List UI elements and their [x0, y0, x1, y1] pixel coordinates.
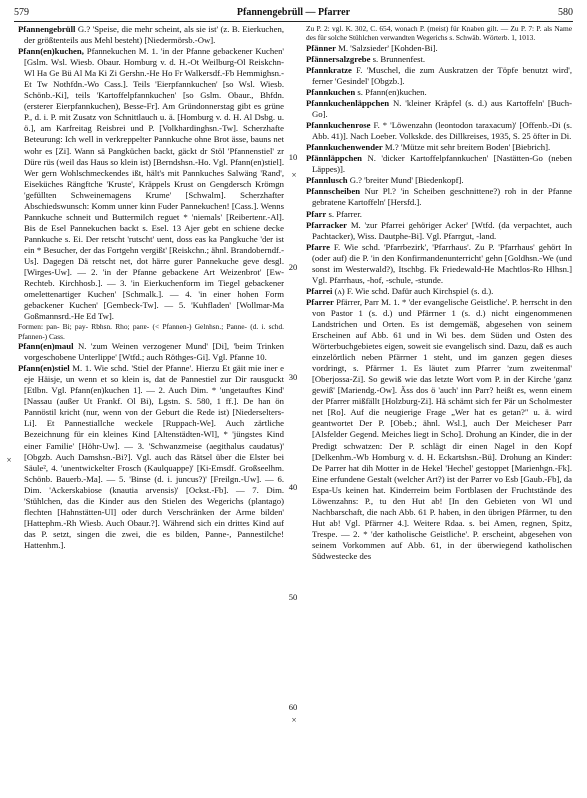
- entry-pfannlusch: Pfannlusch G.? 'breiter Mund' [Biedenkopf].: [306, 175, 464, 186]
- line-number: 30: [288, 372, 298, 382]
- entry-pfannkuchenwender: Pfannkuchenwender M.? 'Mütze mit sehr breitem Boden' [Biebrich].: [306, 142, 551, 153]
- margin-mark: ×: [6, 455, 12, 465]
- entry-pfarre: Pfarre F. Wie schd. 'Pfarrbezirk', 'Pfarrhaus'. Zu P. 'Pfarrhaus' gehört In (oder auf) die P. 'in den Konfirmandenunterricht' gehn [Goldhsn.-We (und sonst im Westerwald?), Itschbg. Fk Friedewald-He Machtlos-Ro Hlhsn.] Vgl. Pfarrhaus, -hof, -schule, -stunde.: [306, 241, 572, 285]
- margin-mark: ×: [291, 170, 297, 180]
- lemma: Pfarr: [306, 208, 327, 219]
- lemma: Pfarrer: [306, 296, 334, 307]
- entry-pfaennlaeppchen: Pfännläppchen N. 'dicker Kartoffelpfannkuchen' [Nastätten-Go (neben Läppes)].: [306, 153, 572, 175]
- entry-pfannengebruell: Pfannengebrüll G.? 'Speise, die mehr scheint, als sie ist' (z. B. Eierkuchen, der größtenteils aus Mehl besteht) [Niedermörsb.-Ow].: [18, 24, 284, 46]
- lemma: Pfann(en)kuchen,: [18, 46, 84, 57]
- entry-pfannscheiben: Pfannscheiben Nur Pl.? 'in Scheiben geschnittene?) roh in der Pfanne gebratene Kartoffeln' [Hersfd.].: [306, 186, 572, 208]
- entry-pfannkuchen-ref: Pfannkuchen s. Pfann(en)kuchen.: [306, 87, 427, 97]
- entry-pfannmaul: Pfann(en)maul N. 'zum Weinen verzogener Mund' [Di], 'beim Trinken vorgeschobene Unterlippe' [Wtfd.; auch Röthges-Gi]. Vgl. Pfanne 10.: [18, 341, 284, 363]
- line-number: 20: [288, 262, 298, 272]
- entry-pfannkuchenrose: Pfannkuchenrose F. * 'Löwenzahn (leontodon taraxacum)' [Offenb.-Di (s. Abb. 41)]. Nach Loeber. Volkskde. des Dillkreises, 1935, S. 25 öfter in Di.: [306, 120, 572, 142]
- margin-mark: ×: [291, 715, 297, 725]
- page-number-right: 580: [558, 7, 573, 18]
- page-header: [14, 6, 573, 20]
- entry-pfarracker: Pfarracker M. 'zur Pfarrei gehöriger Acker' [Wtfd. (da verpachtet, auch Pachtacker), Wiss. Dautphe-Bi]. Vgl. Pfarrgut, -land.: [306, 219, 572, 241]
- lemma: Pfannscheiben: [306, 186, 361, 197]
- lemma: Pfännläppchen: [306, 153, 363, 164]
- running-title: Pfannengebrüll — Pfarrer: [236, 7, 351, 18]
- lemma: Pfännersalzgrebe: [306, 53, 371, 64]
- lemma: Pfarre: [306, 241, 330, 252]
- entry-pfaenner: Pfänner M. 'Salzsieder' [Kohden-Bi].: [306, 42, 438, 53]
- entry-pfaennersalzgrebe: Pfännersalzgrebe s. Brunnenfest.: [306, 53, 426, 64]
- lemma: Pfannkuchenrose: [306, 120, 371, 131]
- lemma: Pfannlusch: [306, 175, 348, 186]
- lemma: Pfann(en)stiel: [18, 363, 70, 374]
- lemma: Pfannkratze: [306, 64, 352, 75]
- lemma: Pfannkuchenwender: [306, 142, 383, 153]
- page-number-left: 579: [14, 7, 29, 18]
- entry-pfarr: Pfarr s. Pfarrer.: [306, 208, 362, 219]
- line-number: 10: [288, 152, 298, 162]
- left-column: [18, 24, 284, 794]
- entry-pfannkratze: Pfannkratze F. 'Muschel, die zum Auskratzen der Töpfe benutzt wird', ferner 'Gesindel' [Obgzb.].: [306, 64, 572, 86]
- entry-pfannkuchen: Pfann(en)kuchen, Pfannekuchen M. 1. 'in der Pfanne gebackener Kuchen' [Gslm. Wsl. Wiesb. Obaur. Homburg v. d. H.-Ot Weilburg-Ol Reiskchn-Wl Ha Ge Bü Al Ma Ki Zi Gershn.-He Ho Fr Walkersdf.-Fb Hemmighsn.-Et Tw Nothfdn.-Wo Cass.]. Teils 'Eierpfannkuchen' [so Wsl. Wiesb. Schönb.-Ki], teils 'Kartoffelpfannkuchen' [so Gslm. Obaur., Bhfdn. (ersterer Eierpfannkuchen), Besse-Fr]. Am Gründonnerstag gibt es grüne P., d. i. P. mit Zusatz von Schnittlauch u. ä. [Homburg v. d. H. Al Dsbg. u. ö.], am Karfreitag Reisbrei und P. [Volkhardinghsn.-Tw]. Scherzhafte Beteurung: Ich well in verkreppelter Pannkuche ohne Brot ässe, bauns net wohr es [Zi]. Wann sä Pangküchen backt, gäckt dr Stöl 'Pfannenstiel' zr Düre rüs (weil das Haus so klein ist) [Berndshsn.-Ho. Vgl. Pfann(en)stiel]. Wer gern Wohlschmeckendes ißt, hält's mit Pannkuches Salwäng 'Rand', Eiseküches Rängftche 'Kruste', Kräppels Krust on Gengdersch Krömgn 'gefüllten Schweinemagens Krume' [Schwalm]. Scherzhafter Abschiedswunsch: Komm unner kinn Fuder Pannekuchen! [Cass.]. Wenns Pannkuche schneit und Buttermilch reguet * 'niemals' [Reibertenr.-Al]. Bis de Esel Pannekuchen backt s. Esel. 13 Ajer gebt en schiene decke Pannkuche s. Ei. Der retscht 'rutscht' uent, doss eas ka Pangkuche 'der ist ein * Besucher, der das Fortgehn vergißt' [Reiskchn.; ähnl. Brandoberndf.-Us]. Dagegen Dä retscht net, dot härre gurer Pannekuche geve desgl. [Wirges-Uw]. — 2. 'in der Pfanne gebackene Art Weizenbrot' [Ew-Rechteb. Kirchhosb.]. — 3. 'in Eierkuchenform im Tiegel gebackener omelettenartiger Kuchen' [Schmalk.]. — 4. 'in einer hohen Form gebackener Kuchen' [Gembeck-Tw]. — 5. 'Kuhfladen' [Wollmar-Ma Goßmannsrd.-He Ed Tw].: [18, 46, 284, 322]
- entry-pfannkuchenlaeppchen: Pfannkuchenläppchen N. 'kleiner Kräpfel (s. d.) aus Kartoffeln' [Buch-Go].: [306, 98, 572, 120]
- lemma: Pfannengebrüll: [18, 24, 76, 34]
- lemma: Pfarrei: [306, 285, 333, 296]
- lemma: Pfann(en)maul: [18, 341, 74, 352]
- entry-pfarrei: Pfarrei (ʌ) F. Wie schd. Dafür auch Kirchspiel (s. d.).: [306, 285, 494, 296]
- line-number: 50: [288, 592, 298, 602]
- header-rule: [14, 21, 573, 22]
- line-number: 60: [288, 702, 298, 712]
- entry-note: Zu P. 2: vgl. K. 302, C. 654, wonach P. (meist) für Knaben gilt. — Zu P. 7: P. als Name des für solche Stühlchen verwandten Wegerichs s. Schwäb. Wörterb. 1, 1013.: [306, 24, 572, 43]
- lemma: Pfannkuchen: [306, 87, 356, 97]
- entry-pfannstiel: Pfann(en)stiel M. 1. Wie schd. 'Stiel der Pfanne'. Hierzu Et gäit mie iner e eje Häisje, un wenn et so klein is, dat de Pannestiel zur Dir rausguckt [Etlbn. Vgl. Pfann(en)kuchen 1]. — 2. Auch Dim. * 'ungetauftes Kind' [Nassau (außer Ut Frankf. Ol Bi), Lgstn. S. 580, 1 ff.]. De han ön Pannöstil kricht (nur, wenn von der Geburt die Rede ist) [Niederselters-Li]. Et Pannestiallche weckele [Ruppach-We]. Auch zärtliche Bezeichnung für ein kleines Kind [Altenstädten-Wl], * 'jüngstes Kind einer Familie' [Höhr-Uw]. — 3. 'Schwanzmeise (aegithalus caudatus)' [Obgzb. Auch Damshsn.-Bi?]. Vgl. auch das Rätsel über die Elster bei Säule², 4. 'unentwickelter Frosch (Kaulquappe)' [Ki-Emsdf. Großseelhm. Schönb. Bauerb.-Ma]. — 5. 'Binse (d. i. juncus?)' [Freilgn.-Uw]. — 6. Dim. 'Ackerskabiose (knautia arvensis)' [Ockst.-Fb]. — 7. Dim. 'Stühlchen, das die Kinder aus den Stielen des Wegerichs (plantago) flechten [Hahnstätten-Ul] oder durch Verschränken der Arme bilden' [Hattephm.-Rh Wiesb. Auch Obaur.?]. Während sich ein drittes Kind auf das P. setzt, singen die zwei, die es bilden, Panne-, Pannestilche! Hattenhm.].: [18, 363, 284, 550]
- entry-forms-note: Formen: pan- Bi; pay- Rbhsn. Rho; panɐ- (< Pfannen-) Gelnhsn.; Panne- (d. i. schd. Pfannen-) Cass.: [18, 322, 284, 341]
- lemma: Pfarracker: [306, 219, 347, 230]
- line-number: 40: [288, 482, 298, 492]
- lemma: Pfänner: [306, 42, 336, 53]
- right-column: [306, 24, 572, 794]
- entry-pfarrer: Pfarrer Pfärrer, Parr M. 1. * 'der evangelische Geistliche'. P. herrscht in den von Pastor 1 (s. d.) und Pfärrner 1 (s. d.) nicht eingenommenen Landstrichen und Orten. Es ist demgemäß, abgesehen von seinem Erscheinen auf Abb. 61 und in Wi bes. dem Süden und Osten des Wörterbuchgebietes eigen, soweit sie evangelisch sind. Dazu, daß es auch einzelörtlich neben Pfärrner 1 steht, und im ganzen gegen dieses vordringt, s. Pfärrner 1. Es läutet zum Pfarrer 'zum zweitenmal' [Oberjossa-Zi]. So gewiß wie das letzte Wort vom P. in der Kirche 'ganz gewiß' [Mariendg.-Ow]. Äss dos ö 'auch' inn Parr? heißt es, wenn einem der Pfarrer mißfällt [Holzburg-Zi]. Hä schämt sich fer Pär un Scholmester net [Ro]. Auf die neugierige Frage „Wer hat es getan?" u. ä. wird geantwortet Der P. [Obeb.; ähnl. Wsl.], auch Der Meicheser Parr [Alsfelder Gegend. Meiches liegt in Scho]. Drohung an Kinder, die in der Predigt schwatzen: Der P. schlägt dir einen Nagel in den Kopf [Delkenhm.-Wb Homburg v. d. H. Eckartshsn.-Bü]. Drohung an Kinder: De Parrer hat dih Motter in de Hekel 'Hechel' gestoppet [Marienhgn.-Fk]. Eine erfundene Gestalt (welcher Art?) ist der Parrer vo Esb [Gaub.-Fb], da Espa-Us keinen hat. Kinderreim beim Fortblasen der Fruchtstände des Löwenzahns: P., tu den Hut ab! [In den Gebieten von Wl und Nachbarschaft, die nach Abb. 61 P. haben, in den übrigen Pfärrner, tu den Hut ab! Vgl. Pfärrner 4.]. Weitere Rdaa. s. bei Amen, regnen, Spitz, Trespe. — 2. * 'der katholische Geistliche'. P. erscheint, abgesehen von seinem Vorkommen auf Abb. 61, in der überwiegend katholischen Südwestecke des: [306, 296, 572, 561]
- lemma: Pfannkuchenläppchen: [306, 98, 390, 109]
